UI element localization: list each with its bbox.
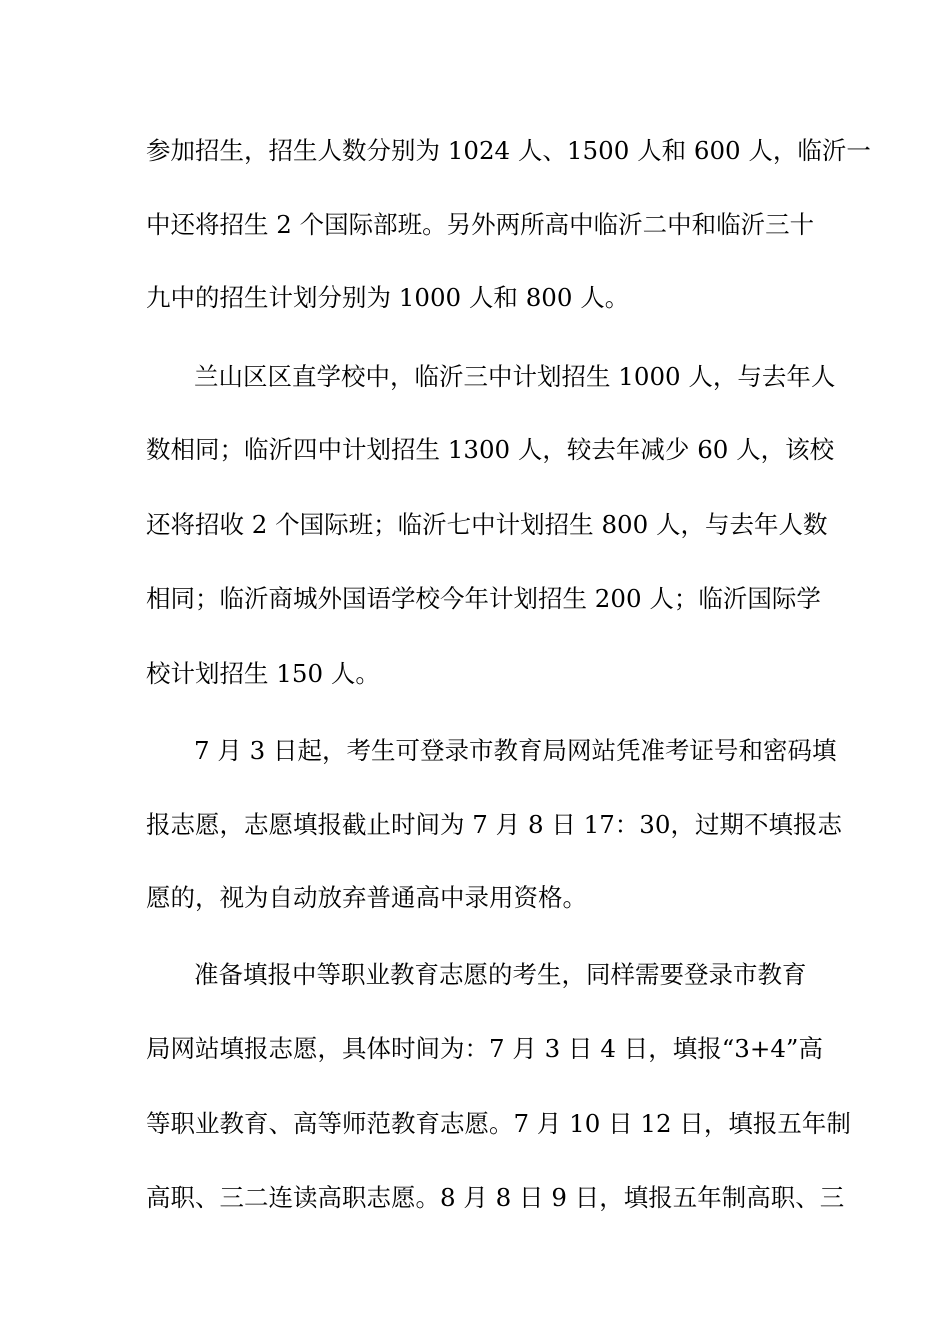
paragraph-4-line-3: 等职业教育、高等师范教育志愿。7 月 10 日 12 日，填报五年制 — [146, 1109, 851, 1138]
paragraph-2-line-1: 兰山区区直学校中，临沂三中计划招生 1000 人，与去年人 — [194, 362, 836, 391]
paragraph-2-line-4: 相同；临沂商城外国语学校今年计划招生 200 人；临沂国际学 — [146, 584, 821, 613]
paragraph-4-line-2: 局网站填报志愿，具体时间为：7 月 3 日 4 日，填报“3+4”高 — [146, 1034, 823, 1063]
paragraph-4-line-1: 准备填报中等职业教育志愿的考生，同样需要登录市教育 — [194, 960, 807, 989]
paragraph-1-line-2: 中还将招生 2 个国际部班。另外两所高中临沂二中和临沂三十 — [146, 210, 815, 239]
paragraph-1-line-1: 参加招生，招生人数分别为 1024 人、1500 人和 600 人，临沂一 — [146, 136, 871, 165]
paragraph-2-line-5: 校计划招生 150 人。 — [146, 659, 380, 688]
paragraph-1-line-3: 九中的招生计划分别为 1000 人和 800 人。 — [146, 283, 630, 312]
paragraph-3-line-3: 愿的，视为自动放弃普通高中录用资格。 — [146, 883, 587, 912]
paragraph-2-line-3: 还将招收 2 个国际班；临沂七中计划招生 800 人，与去年人数 — [146, 510, 828, 539]
paragraph-4-line-4: 高职、三二连读高职志愿。8 月 8 日 9 日，填报五年制高职、三 — [146, 1183, 845, 1212]
paragraph-3-line-2: 报志愿，志愿填报截止时间为 7 月 8 日 17：30，过期不填报志 — [146, 810, 842, 839]
paragraph-3-line-1: 7 月 3 日起，考生可登录市教育局网站凭准考证号和密码填 — [194, 736, 837, 765]
paragraph-2-line-2: 数相同；临沂四中计划招生 1300 人，较去年减少 60 人，该校 — [146, 435, 835, 464]
